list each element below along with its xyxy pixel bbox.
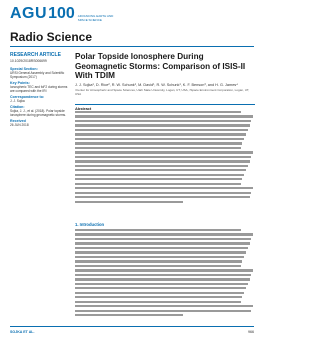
text-line	[75, 142, 242, 144]
agu-logo	[10, 6, 118, 22]
text-line	[75, 196, 250, 198]
text-line	[75, 251, 246, 253]
abstract-rule	[75, 104, 255, 105]
text-line	[75, 292, 244, 294]
abstract-label: Abstract	[75, 106, 92, 111]
left-sidebar	[10, 52, 68, 129]
section-title: 1. Introduction	[75, 222, 105, 227]
text-line	[75, 201, 183, 203]
text-line	[75, 169, 246, 171]
text-line	[75, 174, 244, 176]
sidebar-section-text: J. J. Sojka	[10, 99, 25, 103]
text-line	[75, 274, 251, 276]
text-line	[75, 238, 251, 240]
text-line	[75, 151, 253, 153]
sidebar-section-text: Ionospheric TEC and foF2 during storms are compared with the IRI	[10, 85, 68, 93]
sidebar-sections	[10, 67, 68, 127]
text-line	[75, 265, 241, 267]
logo-tagline: ADVANCING EARTH AND SPACE SCIENCE	[77, 14, 114, 22]
sidebar-section-text: 26 JUN 2018	[10, 123, 29, 127]
text-line	[75, 301, 241, 303]
footer-rule	[10, 326, 254, 327]
abstract-text-block	[75, 111, 255, 203]
page-footer	[10, 330, 254, 334]
text-line	[75, 269, 253, 271]
body-text-block	[75, 229, 255, 316]
journal-title: Radio Science	[10, 30, 93, 44]
affiliations: ¹Center for Atmospheric and Space Sciences, Utah State University, Logan, UT, USA, ²Space Environment Corporation, Logan, UT, USA	[75, 88, 250, 97]
page-number: 966	[248, 330, 254, 334]
text-line	[75, 187, 253, 189]
text-line	[75, 247, 248, 249]
logo-100-text: 100	[48, 5, 75, 22]
text-line	[75, 120, 251, 122]
sidebar-section-head: Correspondence to:	[10, 95, 45, 99]
text-line	[75, 296, 242, 298]
text-line	[75, 242, 250, 244]
text-line	[75, 278, 250, 280]
text-line	[75, 156, 251, 158]
sidebar-section-text: Sojka, J. J., et al. (2018). Polar topside ionosphere during geomagnetic storms.	[10, 109, 66, 117]
doi-link[interactable]: 10.1029/2018RS006699	[10, 59, 47, 63]
text-line	[75, 129, 248, 131]
text-line	[75, 314, 183, 316]
text-line	[75, 165, 248, 167]
text-line	[75, 305, 253, 307]
text-line	[75, 183, 241, 185]
abstract-section	[75, 106, 255, 217]
article-title: Polar Topside Ionosphere During Geomagnetic Storms: Comparison of ISIS-II With TDIM	[75, 52, 246, 80]
sidebar-section-head: Received	[10, 119, 26, 123]
text-line	[75, 138, 244, 140]
article-type: RESEARCH ARTICLE	[10, 52, 61, 58]
article-header	[75, 52, 255, 97]
text-line	[75, 310, 251, 312]
text-line	[75, 178, 242, 180]
text-line	[75, 147, 241, 149]
text-line	[75, 229, 241, 231]
sidebar-section-head: Key Points:	[10, 81, 30, 85]
text-line	[75, 283, 248, 285]
author-list: J. J. Sojka¹, D. Rice², R. W. Schunk¹, M. David¹, R. W. Schunk¹, K. F. Benson³, and H. G. James⁴	[75, 82, 238, 87]
footer-author: SOJKA ET AL.	[10, 330, 35, 334]
text-line	[75, 192, 251, 194]
text-line	[75, 111, 241, 113]
text-line	[75, 124, 250, 126]
sidebar-section-head: Special Section:	[10, 67, 38, 71]
text-line	[75, 256, 244, 258]
introduction-section	[75, 222, 255, 319]
text-line	[75, 133, 246, 135]
text-line	[75, 233, 253, 235]
text-line	[75, 160, 250, 162]
text-line	[75, 115, 253, 117]
logo-agu-text: AGU	[10, 5, 48, 22]
sidebar-section-head: Citation:	[10, 105, 25, 109]
sidebar-section-text: URSI General Assembly and Scientific Symposium (2017)	[10, 71, 65, 79]
text-line	[75, 260, 242, 262]
header-rule	[10, 46, 254, 47]
text-line	[75, 287, 246, 289]
